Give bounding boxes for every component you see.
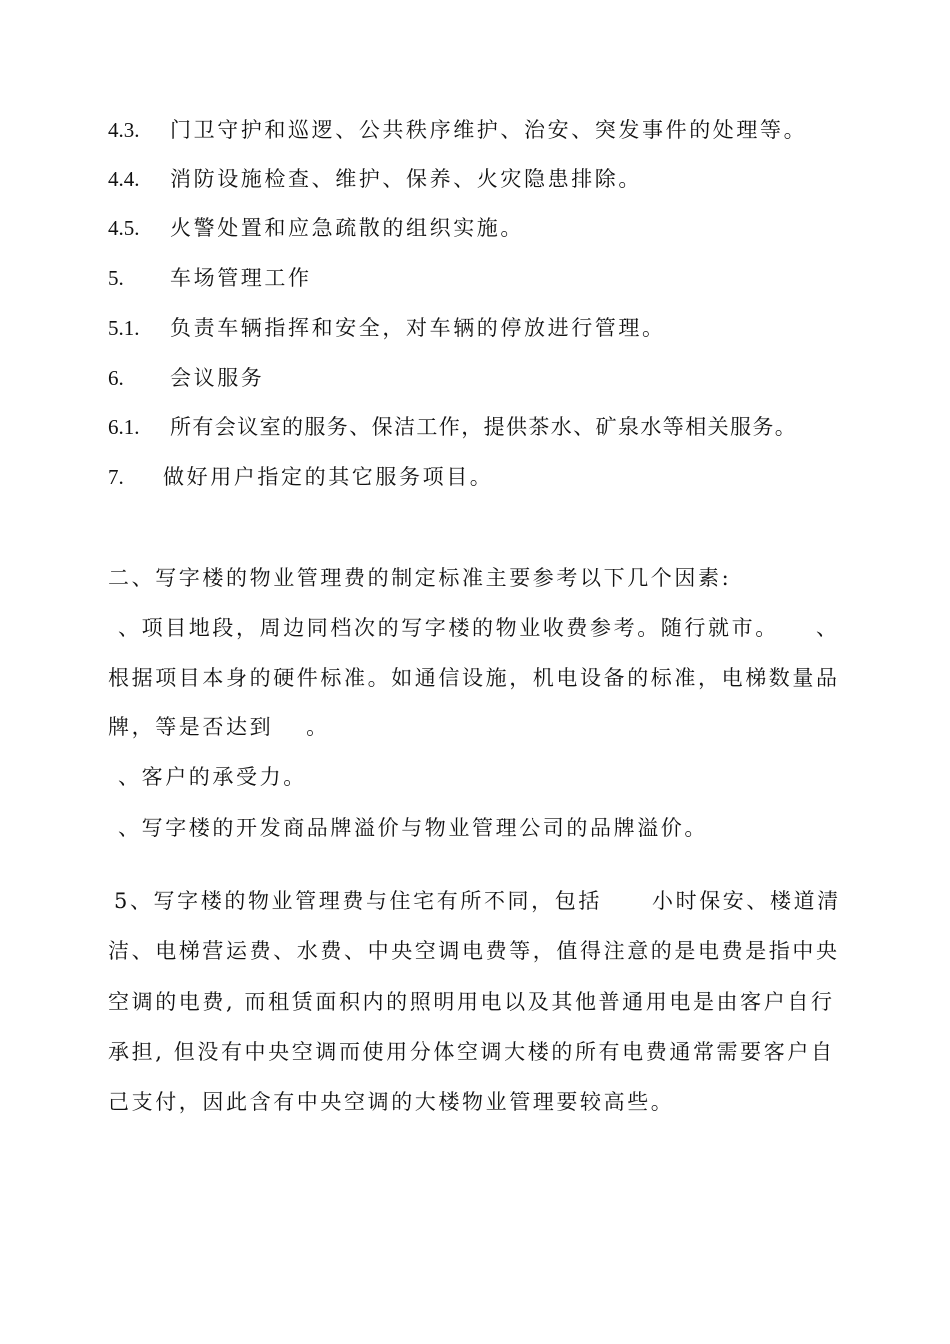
list-number-4-4: 4.4. [108, 167, 140, 191]
section2-heading: 二、写字楼的物业管理费的制定标准主要参考以下几个因素: [108, 566, 732, 590]
list-number-4-3: 4.3. [108, 118, 140, 142]
list-number-6-1: 6.1. [108, 415, 140, 439]
section2-factor-2-line-2: 根据项目本身的硬件标准。如通信设施，机电设备的标准，电梯数量品 [108, 666, 840, 690]
paragraph5-line-3: 空调的电费, 而租赁面积内的照明用电以及其他普通用电是由客户自行 [108, 990, 835, 1014]
list-text-7: 做好用户指定的其它服务项目。 [163, 465, 494, 489]
list-number-7: 7. [108, 465, 124, 489]
section2-factor-3: 、客户的承受力。 [118, 765, 307, 789]
list-text-5: 车场管理工作 [170, 266, 312, 290]
paragraph5-line-1b: 小时保安、楼道清 [652, 889, 841, 913]
list-text-4-5: 火警处置和应急疏散的组织实施。 [170, 216, 524, 240]
list-number-5: 5. [108, 266, 124, 290]
list-number-5-1: 5.1. [108, 316, 140, 340]
section2-factor-2-line-3: 牌，等是否达到 。 [108, 715, 330, 739]
list-text-4-3: 门卫守护和巡逻、公共秩序维护、治安、突发事件的处理等。 [170, 118, 808, 142]
list-text-5-1: 负责车辆指挥和安全，对车辆的停放进行管理。 [170, 316, 666, 340]
section2-factor-2-lead: 、 [816, 616, 840, 640]
paragraph5-line-1a: 5、写字楼的物业管理费与住宅有所不同，包括 [114, 889, 602, 913]
paragraph5-line-4: 承担, 但没有中央空调而使用分体空调大楼的所有电费通常需要客户自 [108, 1040, 835, 1064]
list-text-6-1: 所有会议室的服务、保洁工作，提供茶水、矿泉水等相关服务。 [170, 415, 798, 439]
section2-factor-1: 、项目地段，周边同档次的写字楼的物业收费参考。随行就市。 [118, 616, 779, 640]
list-text-4-4: 消防设施检查、维护、保养、火灾隐患排除。 [170, 167, 642, 191]
list-text-6: 会议服务 [170, 366, 265, 390]
paragraph5-line-5: 己支付，因此含有中央空调的大楼物业管理要较高些。 [108, 1090, 675, 1114]
list-number-6: 6. [108, 366, 124, 390]
list-number-4-5: 4.5. [108, 216, 140, 240]
section2-factor-4: 、写字楼的开发商品牌溢价与物业管理公司的品牌溢价。 [118, 816, 708, 840]
paragraph5-line-2: 洁、电梯营运费、水费、中央空调电费等，值得注意的是电费是指中央 [108, 939, 840, 963]
